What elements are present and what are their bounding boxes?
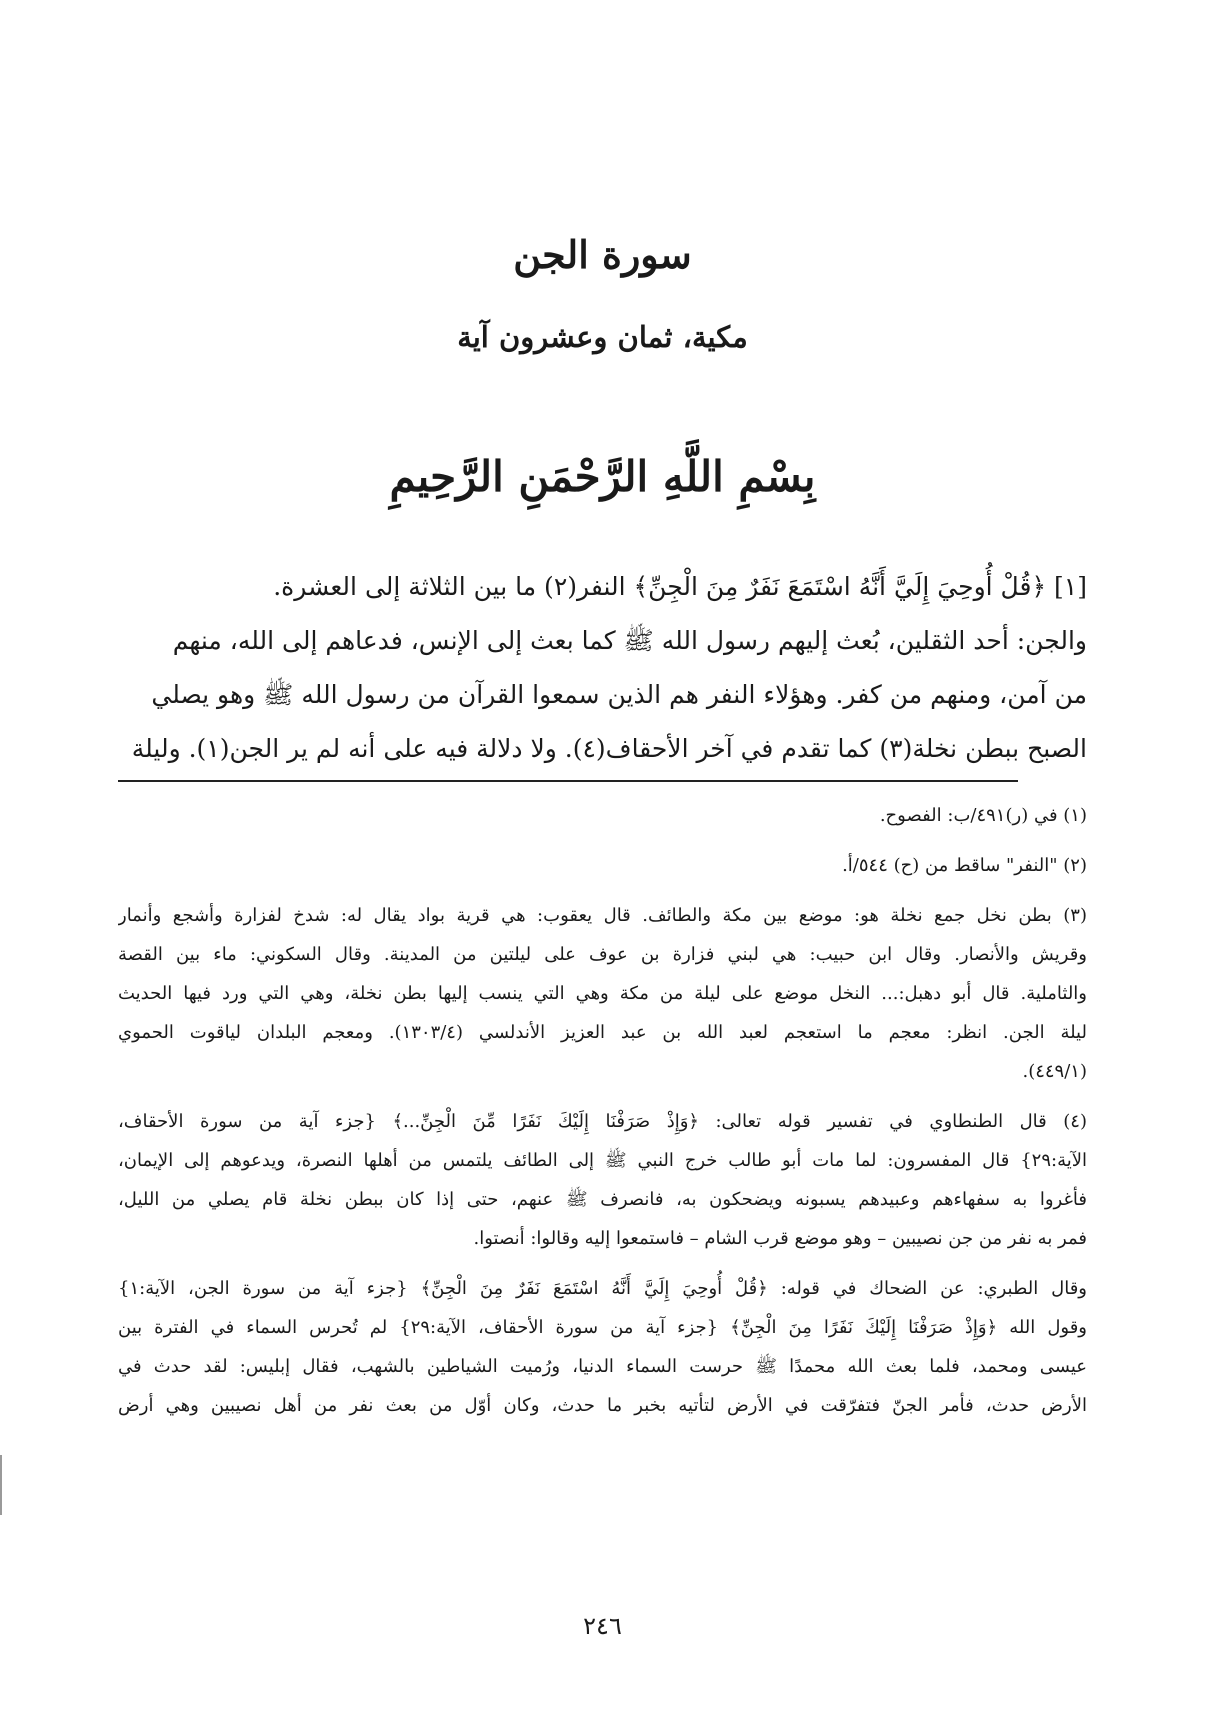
surah-title: سورة الجن <box>513 232 692 277</box>
surah-subtitle: مكية، ثمان وعشرون آية <box>457 320 748 354</box>
main-text-line: [١] ﴿قُلْ أُوحِيَ إِلَيَّ أَنَّهُ اسْتَمَعَ نَفَرٌ مِنَ الْجِنِّ﴾ النفر(٢) ما بين الثلاثة إلى العشرة. <box>273 572 1087 601</box>
main-text <box>118 560 1087 776</box>
scan-edge-mark <box>0 1455 2 1515</box>
footnote-4 <box>118 1102 1087 1258</box>
footnote-line: (١) في (ر)٤٩١/ب: الفصوح. <box>879 805 1087 826</box>
footnote-line: (٤٤٩/١). <box>1022 1061 1087 1082</box>
main-text-line: والجن: أحد الثقلين، بُعث إليهم رسول الله ﷺ كما بعث إلى الإنس، فدعاهم إلى الله، منهم <box>172 626 1087 655</box>
footnote-3 <box>118 896 1087 1091</box>
footnote-line: (٤) قال الطنطاوي في تفسير قوله تعالى: ﴿وَإِذْ صَرَفْنَا إِلَيْكَ نَفَرًا مِّنَ الْجِنِّ...﴾ {جزء آية من سورة الأحقاف، <box>118 1111 1087 1132</box>
footnote-line: (٣) بطن نخل جمع نخلة هو: موضع بين مكة والطائف. قال يعقوب: هي قرية بواد يقال له: شدخ لفزارة وأشجع وأنمار <box>118 905 1087 926</box>
footnote-1 <box>118 796 1087 835</box>
basmala: بِسْمِ اللَّهِ الرَّحْمَنِ الرَّحِيمِ <box>389 452 816 501</box>
footnote-line: فأغروا به سفهاءهم وعبيدهم يسبونه ويضحكون به، فانصرف ﷺ عنهم، حتى إذا كان ببطن نخلة قام يصلي من الليل، <box>118 1189 1087 1210</box>
footnote-line: والثاملية. قال أبو دهبل:... النخل موضع على ليلة من مكة وهي التي ينسب إليها بطن نخلة، وهي التي ورد فيها الحديث <box>118 983 1087 1004</box>
footnote-line: وقريش والأنصار. وقال ابن حبيب: هي لبني فزارة بن عوف على ليلتين من المدينة. وقال السكوني: ماء بين القصة <box>118 944 1087 965</box>
main-text-line: من آمن، ومنهم من كفر. وهؤلاء النفر هم الذين سمعوا القرآن من رسول الله ﷺ وهو يصلي <box>151 680 1087 709</box>
footnote-line: وقال الطبري: عن الضحاك في قوله: ﴿قُلْ أُوحِيَ إِلَيَّ أَنَّهُ اسْتَمَعَ نَفَرٌ مِنَ الْجِنِّ﴾ {جزء آية من سورة الجن، الآية:١} <box>118 1278 1087 1299</box>
main-text-line: الصبح ببطن نخلة(٣) كما تقدم في آخر الأحقاف(٤). ولا دلالة فيه على أنه لم ير الجن(١). وليلة <box>131 734 1087 763</box>
footnote-line: ليلة الجن. انظر: معجم ما استعجم لعبد الله بن عبد العزيز الأندلسي (١٣٠٣/٤). ومعجم البلدان لياقوت الحموي <box>118 1022 1087 1043</box>
page-number: ٢٤٦ <box>583 1612 622 1640</box>
footnote-4-continued <box>118 1269 1087 1425</box>
footnote-line: (٢) "النفر" ساقط من (ح) ٥٤٤/أ. <box>842 855 1087 876</box>
footnote-separator <box>118 780 1018 782</box>
footnote-line: فمر به نفر من جن نصيبين – وهو موضع قرب الشام – فاستمعوا إليه وقالوا: أنصتوا. <box>473 1228 1087 1249</box>
footnote-2 <box>118 846 1087 885</box>
footnote-line: الآية:٢٩} قال المفسرون: لما مات أبو طالب خرج النبي ﷺ إلى الطائف يلتمس من أهلها النصرة، ويدعوهم إلى الإيمان، <box>118 1150 1087 1171</box>
footnote-line: وقول الله ﴿وَإِذْ صَرَفْنَا إِلَيْكَ نَفَرًا مِنَ الْجِنِّ﴾ {جزء آية من سورة الأحقاف، الآية:٢٩} لم تُحرس السماء في الفترة بين <box>118 1317 1087 1338</box>
footnote-line: الأرض حدث، فأمر الجنّ فتفرّقت في الأرض لتأتيه بخبر ما حدث، وكان أوّل من بعث نفر من أهل نصيبين وهي أرض <box>118 1395 1087 1416</box>
footnotes <box>118 796 1087 1436</box>
footnote-line: عيسى ومحمد، فلما بعث الله محمدًا ﷺ حرست السماء الدنيا، ورُميت الشياطين بالشهب، فقال إبليس: لقد حدث في <box>118 1356 1087 1377</box>
